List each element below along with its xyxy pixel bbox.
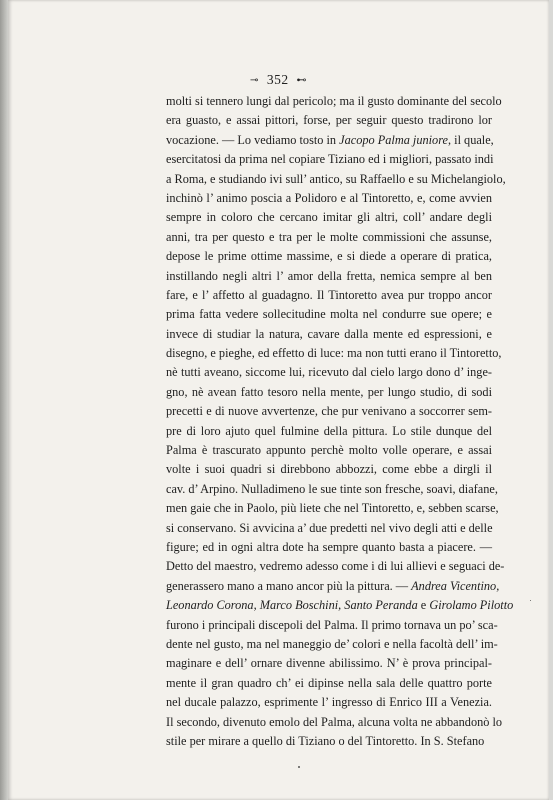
paper-speck (530, 600, 531, 601)
text-run: Detto del maestro, vedremo adesso come i di lui allievi e seguaci de- (166, 559, 505, 574)
text-line (166, 577, 500, 596)
text-line (166, 616, 498, 635)
text-run: mente il gran quadro ch’ ei dipinse nella sala delle quattro porte (166, 675, 492, 690)
text-line (166, 635, 498, 654)
text-line (166, 286, 492, 305)
text-run: , il quale, (448, 132, 494, 147)
text-run: vocazione. — Lo vediamo tosto in (166, 132, 340, 147)
text-line (166, 208, 492, 227)
text-run: nè tutti aveano, siccome lui, ricevuto dal cielo largo dono d’ inge- (166, 365, 492, 380)
text-run: Il secondo, divenuto emolo del Palma, alcuna volta ne abbandonò lo (166, 714, 503, 729)
text-run: furono i principali discepoli del Palma. Il primo tornava un po’ sca- (166, 617, 498, 632)
ornament-right-icon: ⊷ (296, 75, 307, 87)
italic-name: Leonardo Corona, Marco Boschini, Santo Peranda (166, 598, 418, 613)
text-line (166, 111, 492, 130)
text-run: Palma è trascurato appunto perchè molto volle operare, e assai (166, 443, 492, 458)
text-run: si conservano. Si avvicina a’ due predetti nel vivo degli atti e delle (166, 520, 493, 535)
text-run: invece di studiar la natura, cavare dalla mente ed espressioni, e (166, 326, 492, 341)
text-run: maginare e dell’ ornare divenne abilissimo. N’ è prova principal- (166, 656, 492, 671)
text-line (166, 441, 492, 460)
text-line (166, 519, 492, 538)
text-run: sempre in coloro che cercano imitar gli altri, coll’ andare degli (166, 210, 492, 225)
text-line (166, 693, 492, 712)
text-run: generassero mano a mano ancor più la pittura. — (166, 578, 412, 593)
text-run: instillando negli altri l’ amor della fretta, nemica sempre al ben (166, 268, 492, 283)
text-run: esercitatosi da prima nel copiare Tiziano ed i migliori, passato indi (166, 152, 494, 167)
text-run: era guasto, e assai pittori, forse, per seguir questo tradirono lor (166, 113, 492, 128)
text-run: molti si tennero lungi dal pericolo; ma il gusto dominante del secolo (166, 94, 502, 108)
italic-name: Andrea Vicentino, (411, 578, 500, 593)
text-run: prima fatta vedere sollecitudine molta nel condurre sue opere; e (166, 307, 492, 322)
text-run: men gaie che in Paolo, più liete che nel Tintoretto, e, sebben scarse, (166, 501, 499, 516)
text-line (166, 480, 498, 499)
text-line (166, 325, 492, 344)
text-line (166, 228, 492, 247)
text-run: dente nel gusto, ma nel maneggio de’ colori e nella facoltà dell’ im- (166, 636, 498, 651)
text-line (166, 170, 506, 189)
text-run: cav. d’ Arpino. Nulladimeno le sue tinte son fresche, soavi, diafane, (166, 481, 498, 496)
text-run: nel ducale palazzo, esprimente l’ ingresso di Enrico III a Venezia. (166, 695, 492, 710)
text-run: disegno, e pieghe, ed effetto di luce: ma non tutti erano il Tintoretto, (166, 346, 502, 361)
text-run: figure; ed in ogni altra dote ha sempre quanto basta a piacere. — (166, 539, 492, 554)
text-run: fare, e l’ affetto al guadagno. Il Tintoretto avea pur troppo ancor (166, 287, 492, 302)
italic-name: Girolamo Pilotto (429, 598, 514, 613)
text-run: precetti e di nuove avvertenze, che pur venivano a soccorrer sem- (166, 404, 492, 419)
text-line (166, 460, 492, 479)
text-line (166, 92, 502, 111)
text-line (166, 247, 492, 266)
page-number: 352 (266, 72, 289, 87)
text-line (166, 674, 492, 693)
text-line (166, 363, 492, 382)
text-line (166, 596, 514, 615)
text-line (166, 150, 492, 169)
text-line (166, 189, 492, 208)
text-run: volte i suoi quadri si direbbono abbozzi, come ebbe a dirgli il (166, 462, 492, 477)
text-run: stile per mirare a quello di Tiziano o del Tintoretto. In S. Stefano (166, 733, 485, 748)
text-line (166, 422, 492, 441)
page-header (8, 72, 549, 88)
body-text (166, 92, 514, 751)
italic-name: Jacopo Palma juniore (339, 132, 448, 147)
text-line (166, 131, 492, 150)
text-line (166, 267, 492, 286)
text-run: gno, nè avean fatto tesoro nella mente, per lungo studio, di sodi (166, 384, 492, 399)
text-run: anni, tra per questo e tra per le molte commissioni che assunse, (166, 229, 492, 244)
text-line (166, 732, 492, 751)
text-line (166, 383, 492, 402)
text-run: a Roma, e studiando ivi sull’ antico, su Raffaello e su Michelangiolo, (166, 171, 506, 186)
text-line (166, 305, 492, 324)
text-run: e (417, 598, 430, 613)
text-line (166, 538, 492, 557)
ornament-left-icon: ⊸ (250, 75, 259, 87)
text-line (166, 499, 499, 518)
text-run: depose le prime ottime massime, e si diede a operare di pratica, (166, 249, 492, 264)
text-line (166, 402, 492, 421)
scan-left-edge (0, 0, 8, 800)
text-line (166, 713, 503, 732)
text-run: inchinò l’ animo poscia a Polidoro e al Tintoretto, e, come avvien (166, 190, 492, 205)
text-line (166, 557, 505, 576)
paper-speck (298, 766, 300, 768)
text-line (166, 344, 502, 363)
text-run: pre di loro ajuto quel fulmine della pittura. Lo stile dunque del (166, 423, 492, 438)
text-line (166, 654, 492, 673)
